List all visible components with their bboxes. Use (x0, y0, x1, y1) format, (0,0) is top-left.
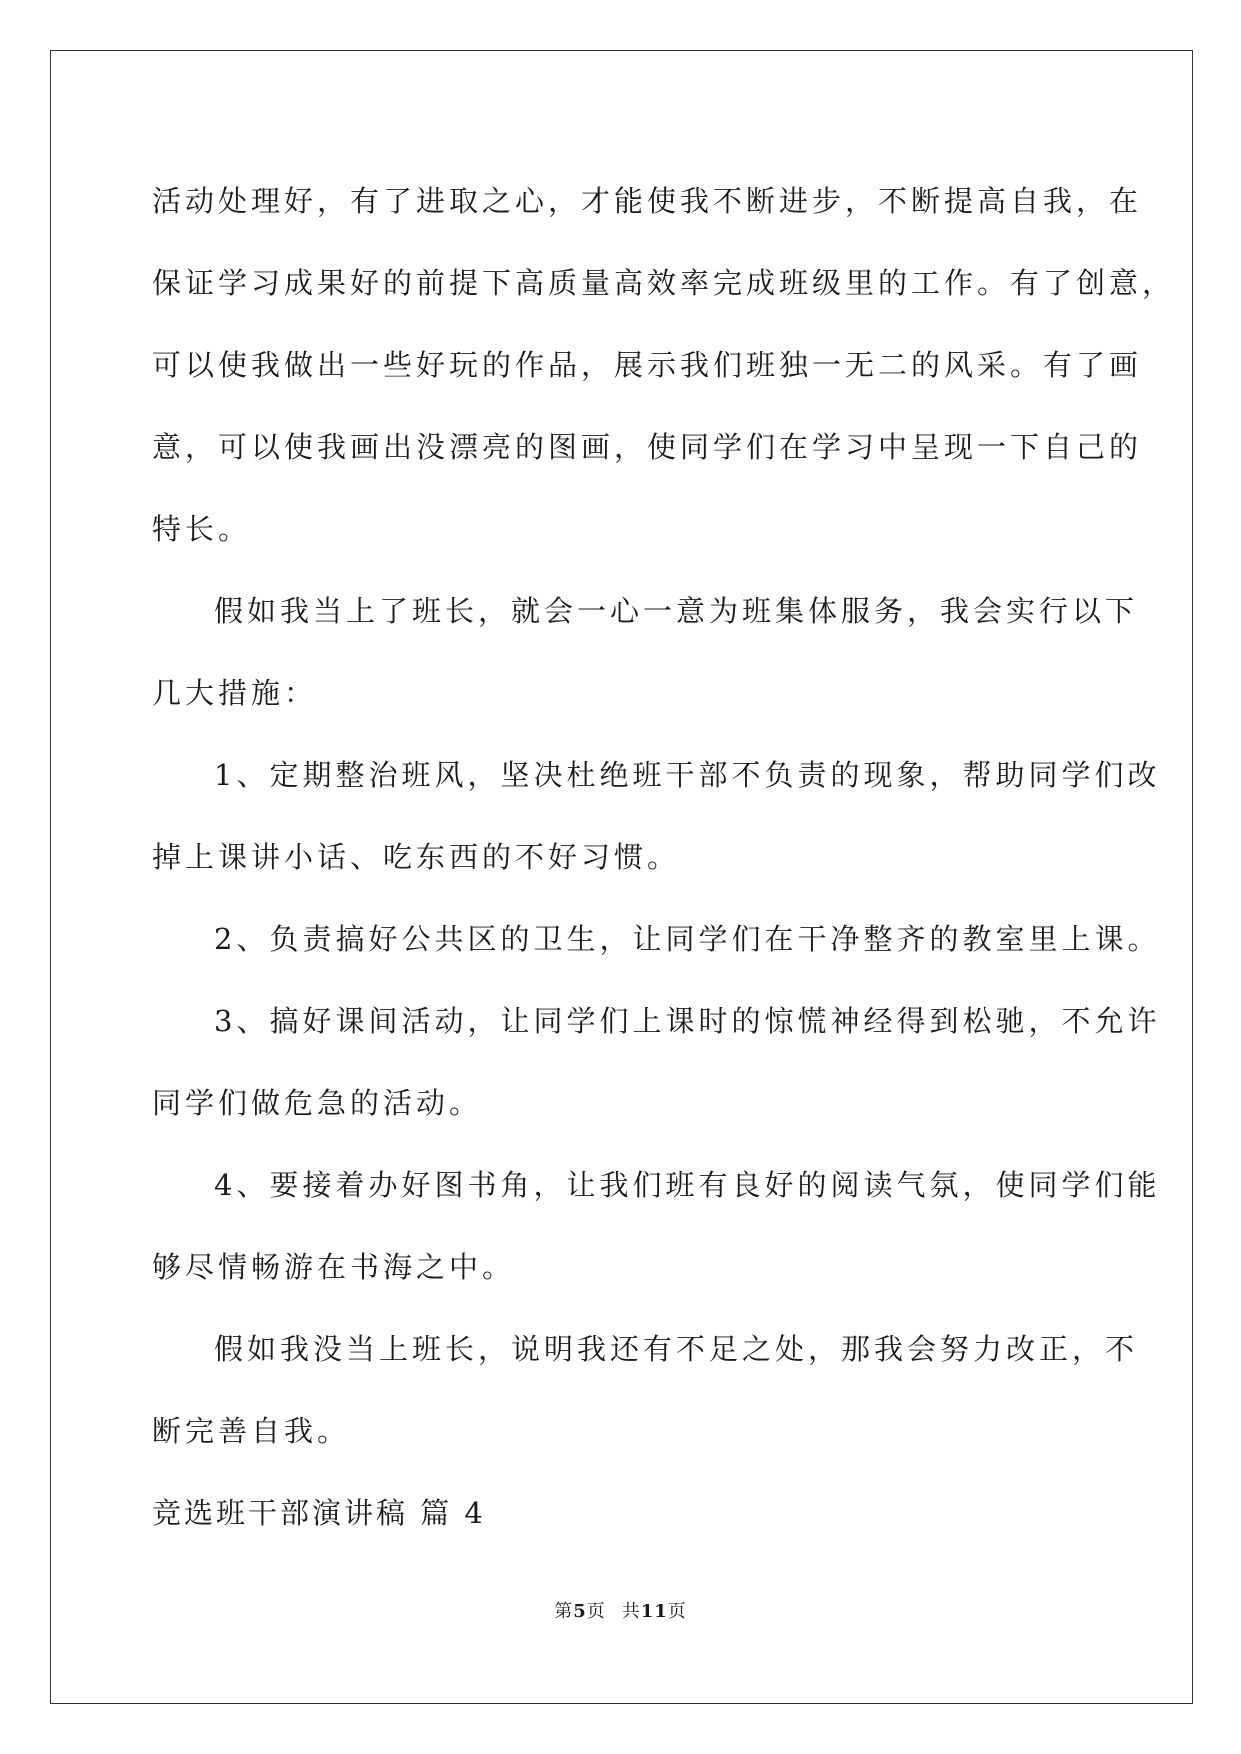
document-body (152, 160, 1176, 1554)
page-footer (0, 1597, 1241, 1623)
text-line: 同学们做危急的活动。 (152, 1086, 483, 1120)
text-line: 假如我当上了班长，就会一心一意为班集体服务，我会实行以下 (214, 594, 1139, 628)
text-line: 几大措施： (152, 676, 318, 710)
total-label-prefix: 共 (621, 1601, 641, 1622)
text-line: 4、要接着办好图书角，让我们班有良好的阅读气氛，使同学们能 (214, 1168, 1161, 1202)
text-line: 特长。 (152, 512, 252, 546)
text-line: 掉上课讲小话、吃东西的不好习惯。 (152, 840, 681, 874)
text-line: 1、定期整治班风，坚决杜绝班干部不负责的现象，帮助同学们改 (214, 758, 1161, 792)
text-line: 3、搞好课间活动，让同学们上课时的惊慌神经得到松驰，不允许 (214, 1004, 1161, 1038)
section-heading: 竞选班干部演讲稿 篇 4 (152, 1496, 486, 1530)
text-line: 2、负责搞好公共区的卫生，让同学们在干净整齐的教室里上课。 (214, 922, 1161, 956)
current-page-number: 5 (573, 1601, 587, 1622)
text-line: 假如我没当上班长，说明我还有不足之处，那我会努力改正，不 (214, 1332, 1139, 1366)
total-pages-number: 11 (640, 1601, 668, 1622)
text-line: 意，可以使我画出没漂亮的图画，使同学们在学习中呈现一下自己的 (152, 430, 1143, 464)
total-label-suffix: 页 (667, 1601, 687, 1622)
page-label-prefix: 第 (554, 1601, 574, 1622)
page-label-suffix: 页 (586, 1601, 606, 1622)
text-line: 保证学习成果好的前提下高质量高效率完成班级里的工作。有了创意， (152, 266, 1176, 300)
text-line: 够尽情畅游在书海之中。 (152, 1250, 516, 1284)
text-line: 活动处理好，有了进取之心，才能使我不断进步，不断提高自我，在 (152, 184, 1143, 218)
text-line: 可以使我做出一些好玩的作品，展示我们班独一无二的风采。有了画 (152, 348, 1143, 382)
text-line: 断完善自我。 (152, 1414, 351, 1448)
